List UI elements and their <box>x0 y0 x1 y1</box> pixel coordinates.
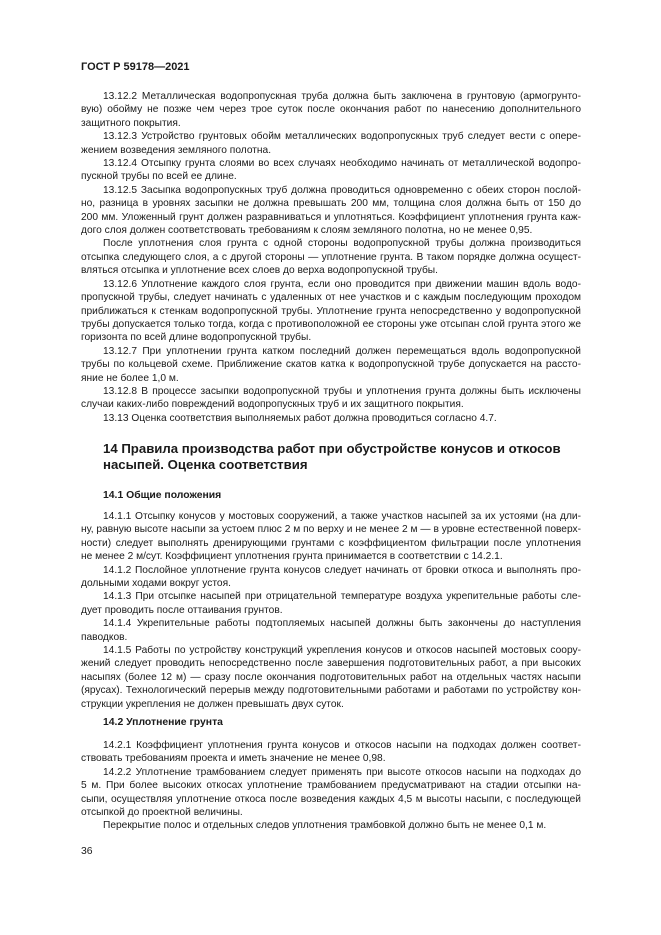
text-line: струкции укрепления не должен превышать двух суток. <box>81 698 344 710</box>
text-line: 14.1.3 При отсыпке насыпей при отрицательной температуре воздуха укрепительные работы сле- <box>103 591 581 603</box>
subsection-14-1-heading: 14.1 Общие положения <box>103 490 222 501</box>
paragraph <box>81 510 581 564</box>
paragraph <box>81 412 581 425</box>
page-number: 36 <box>81 846 93 857</box>
text-line: 5 м. При более высоких откосах уплотнение трамбованием предусматривают на стадии отсыпки на- <box>81 780 581 792</box>
paragraph <box>81 90 581 130</box>
subsection-14-2-text <box>81 739 581 833</box>
text-line: приближаться к стенкам водопропускной трубы. Уплотнение грунта непосредственно у водопропускной <box>81 305 581 317</box>
text-line: 13.12.3 Устройство грунтовых обойм металлических водопропускных труб следует вести с опере- <box>103 131 581 143</box>
section-14-heading <box>103 441 561 473</box>
subsection-14-2-heading: 14.2 Уплотнение грунта <box>103 717 223 728</box>
text-line: пропускной трубы, следует начинать с удаленных от нее участков и с каждым последующим проходом <box>81 292 581 304</box>
text-line: случаи каких-либо повреждений водопропускных труб и их защитного покрытия. <box>81 399 464 411</box>
text-line: 14.1.4 Укрепительные работы подтопляемых насыпей должны быть закончены до наступления <box>103 618 581 630</box>
text-line: сыпи, осуществляя уплотнение откоса после возведения каждых 4,5 м высоты насыпи, с последующей <box>81 793 581 805</box>
text-line: 14.2.2 Уплотнение трамбованием следует применять при высоте откосов насыпи на подходах до <box>103 766 581 778</box>
paragraph <box>81 739 581 766</box>
paragraph <box>81 184 581 238</box>
text-line: вляться отсыпка и уплотнение всех слоев до верха водопропускной трубы. <box>81 265 438 277</box>
text-line: жений следует проводить непосредственно после завершения подготовительных работ, а при высоких <box>81 658 581 670</box>
text-line: не менее 2 м/сут. Коэффициент уплотнения грунта принимается в соответствии с 14.2.1. <box>81 551 503 563</box>
text-line: Перекрытие полос и отдельных следов уплотнения трамбовкой должно быть не менее 0,1 м. <box>103 820 547 832</box>
section-13-text <box>81 90 581 425</box>
text-line: ности) следует выполнять дренирующими грунтами с коэффициентом фильтрации после уплотнения <box>81 537 581 549</box>
text-line: 13.12.2 Металлическая водопропускная труба должна быть заключена в грунтовую (армогрунто- <box>103 91 581 102</box>
text-line: отсыпка следующего слоя, а с другой стороны — уплотнение грунта. В таком порядке должна осущест- <box>81 251 581 263</box>
text-line: вую) обойму не позже чем через трое суток после окончания работ по нанесению дополнительного <box>81 104 581 116</box>
text-line: 13.12.4 Отсыпку грунта слоями во всех случаях необходимо начинать от металлической водопро- <box>103 158 581 170</box>
text-line: 200 мм. Уложенный грунт должен разравниваться и уплотняться. Коэффициент уплотнения грунта каж- <box>81 211 581 223</box>
paragraph <box>81 617 581 644</box>
text-line: дольными ходами вокруг устоя. <box>81 578 231 590</box>
text-line: трубы по кольцевой схеме. Приближение скатов катка к водопропускной трубе допускается на рассто- <box>81 359 581 371</box>
paragraph <box>81 237 581 277</box>
text-line: 14.2.1 Коэффициент уплотнения грунта конусов и откосов насыпи на подходах должен соответ- <box>103 740 581 751</box>
text-line: насыпях (более 12 м) — сразу после окончания подготовительных работ на отдельных частях насыпи <box>81 671 581 683</box>
paragraph <box>81 564 581 591</box>
text-line: 14.1.2 Послойное уплотнение грунта конусов следует начинать от бровки откоса и выполнять про- <box>103 564 581 576</box>
paragraph <box>81 278 581 345</box>
text-line: жением возведения земляного полотна. <box>81 144 272 156</box>
paragraph <box>81 590 581 617</box>
text-line: 13.13 Оценка соответствия выполняемых работ должна проводиться согласно 4.7. <box>103 412 497 424</box>
paragraph <box>81 130 581 157</box>
paragraph <box>81 766 581 820</box>
text-line: ну, равную высоте насыпи за устоем плюс 2 м по верху и не менее 2 м — в уровне естественной поверх- <box>81 524 581 536</box>
heading-line: насыпей. Оценка соответствия <box>103 457 308 472</box>
paragraph <box>81 157 581 184</box>
text-line: 14.1.1 Отсыпку конусов у мостовых сооружений, а также участков насыпей за их устоями (на дли- <box>103 511 581 522</box>
paragraph <box>81 385 581 412</box>
text-line: пускной трубы по всей ее длине. <box>81 171 237 183</box>
text-line: ствовать требованиям проекта и иметь значение не менее 0,98. <box>81 753 386 765</box>
text-line: 13.12.7 При уплотнении грунта катком последний должен перемещаться вдоль водопропускной <box>103 345 581 357</box>
paragraph <box>81 644 581 711</box>
text-line: паводков. <box>81 631 128 643</box>
text-line: 13.12.5 Засыпка водопропускных труб должна проводиться одновременно с обеих сторон послой- <box>103 184 581 196</box>
text-line: После уплотнения слоя грунта с одной стороны водопропускной трубы должна производиться <box>103 238 581 250</box>
text-line: 14.1.5 Работы по устройству конструкций укрепления конусов и откосов насыпей мостовых соору- <box>103 645 581 657</box>
text-line: 13.12.8 В процессе засыпки водопропускной трубы и уплотнения грунта должны быть исключены <box>103 385 581 397</box>
text-line: горизонта по всей длине водопропускной трубы. <box>81 332 312 344</box>
text-line: 13.12.6 Уплотнение каждого слоя грунта, если оно проводится при движении машин вдоль водо- <box>103 278 581 290</box>
document-header: ГОСТ Р 59178—2021 <box>81 61 190 73</box>
text-line: отсыпкой до проектной величины. <box>81 807 243 819</box>
subsection-14-1-text <box>81 510 581 711</box>
text-line: дует проводить после оттаивания грунтов. <box>81 604 283 616</box>
text-line: дого слоя должен соответствовать требованиям к слоям земляного полотна, но не менее 0,95. <box>81 225 533 237</box>
heading-line: 14 Правила производства работ при обустройстве конусов и откосов <box>103 441 561 456</box>
paragraph <box>81 819 581 832</box>
text-line: (ярусах). Технологический перерыв между подготовительными работами и работами по устройству кон- <box>81 685 581 697</box>
text-line: но, разница в уровнях засыпки не должна превышать 200 мм, толщина слоя должна быть от 150 до <box>81 198 581 210</box>
paragraph <box>81 345 581 385</box>
text-line: защитного покрытия. <box>81 117 181 129</box>
text-line: яние не более 1,0 м. <box>81 372 179 384</box>
text-line: трубы допускается только тогда, когда с противоположной ее стороны уже отсыпан слой грунта этого же <box>81 318 581 330</box>
